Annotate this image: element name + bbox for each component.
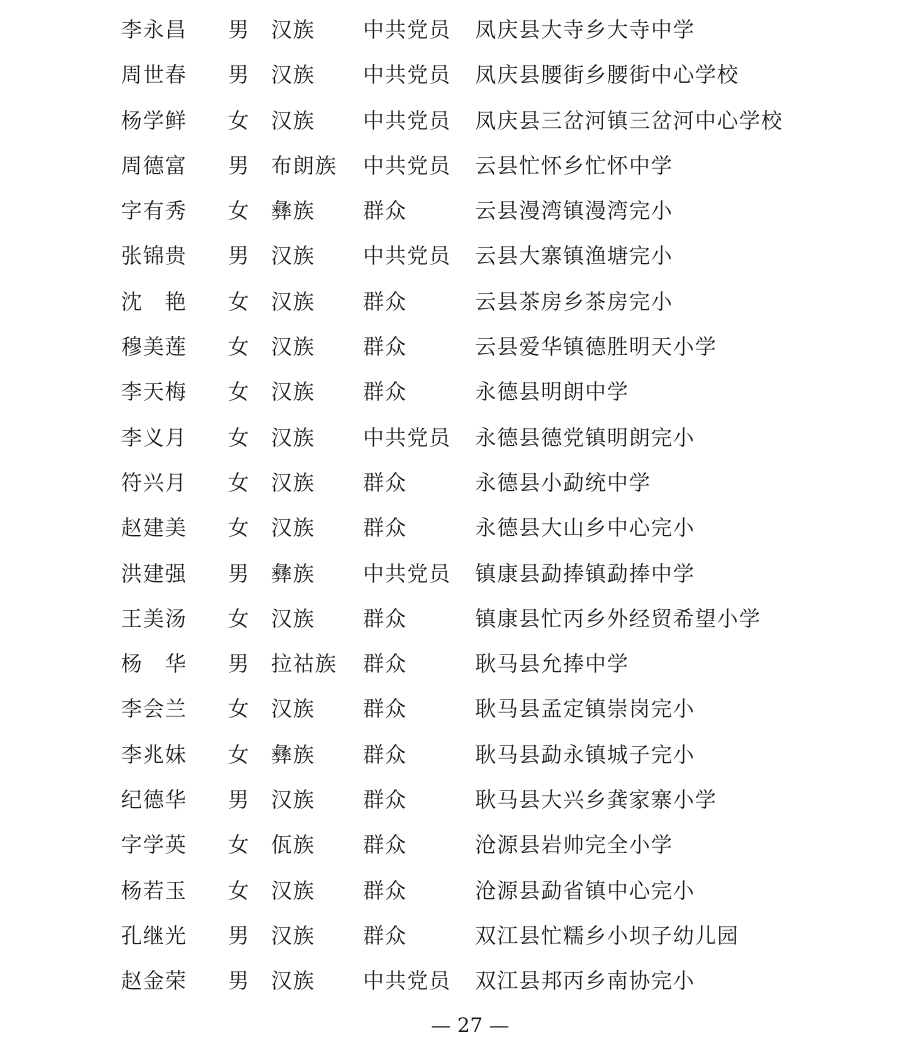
person-ethnicity: 彝族: [271, 561, 315, 586]
person-political-status: 群众: [363, 516, 407, 541]
person-gender: 男: [228, 788, 249, 813]
person-political-status: 中共党员: [363, 153, 451, 178]
person-gender: 男: [228, 244, 249, 269]
roster-row: [0, 914, 900, 959]
person-workplace: 永德县明朗中学: [475, 380, 629, 405]
person-workplace: 耿马县孟定镇崇岗完小: [475, 697, 695, 722]
person-gender: 女: [228, 878, 249, 903]
roster-row: [0, 234, 900, 279]
person-workplace: 云县漫湾镇漫湾完小: [475, 199, 673, 224]
person-workplace: 沧源县勐省镇中心完小: [475, 878, 695, 903]
person-workplace: 双江县忙糯乡小坝子幼儿园: [475, 923, 739, 948]
person-name: 李天梅: [121, 380, 187, 405]
person-workplace: 镇康县忙丙乡外经贸希望小学: [475, 606, 761, 631]
roster-row: [0, 189, 900, 234]
person-workplace: 凤庆县大寺乡大寺中学: [475, 18, 695, 42]
person-workplace: 耿马县允捧中学: [475, 652, 629, 677]
roster-row: [0, 597, 900, 642]
person-ethnicity: 汉族: [271, 244, 315, 269]
roster-row: [0, 687, 900, 732]
person-workplace: 凤庆县腰街乡腰街中心学校: [475, 63, 739, 88]
person-ethnicity: 彝族: [271, 742, 315, 767]
person-name: 周世春: [121, 63, 187, 88]
person-name: 李义月: [121, 425, 187, 450]
person-political-status: 中共党员: [363, 18, 451, 42]
roster-list: [0, 8, 900, 1005]
person-name: 字有秀: [121, 199, 187, 224]
person-name: 杨若玉: [121, 878, 187, 903]
person-gender: 男: [228, 923, 249, 948]
person-name: 杨学鲜: [121, 108, 187, 133]
person-gender: 女: [228, 425, 249, 450]
person-name: 杨 华: [121, 652, 187, 677]
person-workplace: 永德县德党镇明朗完小: [475, 425, 695, 450]
person-gender: 男: [228, 969, 249, 994]
person-ethnicity: 汉族: [271, 289, 315, 314]
person-gender: 男: [228, 561, 249, 586]
person-ethnicity: 汉族: [271, 969, 315, 994]
person-gender: 女: [228, 742, 249, 767]
person-gender: 男: [228, 18, 249, 42]
person-name: 王美汤: [121, 606, 187, 631]
roster-row: [0, 642, 900, 687]
person-name: 纪德华: [121, 788, 187, 813]
person-name: 穆美莲: [121, 335, 187, 360]
person-gender: 女: [228, 470, 249, 495]
person-name: 李永昌: [121, 18, 187, 42]
person-workplace: 镇康县勐捧镇勐捧中学: [475, 561, 695, 586]
person-political-status: 中共党员: [363, 425, 451, 450]
person-gender: 女: [228, 833, 249, 858]
person-workplace: 云县忙怀乡忙怀中学: [475, 153, 673, 178]
person-gender: 女: [228, 335, 249, 360]
roster-row: [0, 959, 900, 1004]
person-ethnicity: 彝族: [271, 199, 315, 224]
person-name: 李会兰: [121, 697, 187, 722]
roster-row: [0, 370, 900, 415]
roster-row: [0, 53, 900, 98]
person-gender: 女: [228, 289, 249, 314]
person-political-status: 群众: [363, 878, 407, 903]
person-gender: 男: [228, 63, 249, 88]
person-workplace: 双江县邦丙乡南协完小: [475, 969, 695, 994]
person-political-status: 群众: [363, 652, 407, 677]
person-gender: 女: [228, 199, 249, 224]
page-number: — 27 —: [430, 1013, 510, 1037]
roster-row: [0, 733, 900, 778]
person-political-status: 群众: [363, 289, 407, 314]
person-political-status: 群众: [363, 697, 407, 722]
roster-row: [0, 869, 900, 914]
person-workplace: 沧源县岩帅完全小学: [475, 833, 673, 858]
person-ethnicity: 布朗族: [271, 153, 337, 178]
person-ethnicity: 汉族: [271, 878, 315, 903]
person-name: 周德富: [121, 153, 187, 178]
person-gender: 女: [228, 380, 249, 405]
roster-row: [0, 823, 900, 868]
person-ethnicity: 汉族: [271, 923, 315, 948]
person-ethnicity: 汉族: [271, 18, 315, 42]
roster-row: [0, 144, 900, 189]
roster-row: [0, 506, 900, 551]
person-workplace: 凤庆县三岔河镇三岔河中心学校: [475, 108, 783, 133]
person-political-status: 中共党员: [363, 63, 451, 88]
roster-row: [0, 8, 900, 53]
person-political-status: 群众: [363, 923, 407, 948]
person-ethnicity: 拉祜族: [271, 652, 337, 677]
person-political-status: 群众: [363, 606, 407, 631]
person-name: 符兴月: [121, 470, 187, 495]
person-gender: 男: [228, 652, 249, 677]
person-political-status: 群众: [363, 380, 407, 405]
person-gender: 女: [228, 516, 249, 541]
person-political-status: 群众: [363, 199, 407, 224]
person-gender: 女: [228, 108, 249, 133]
person-workplace: 耿马县大兴乡龚家寨小学: [475, 788, 717, 813]
person-ethnicity: 汉族: [271, 788, 315, 813]
person-name: 赵建美: [121, 516, 187, 541]
person-ethnicity: 汉族: [271, 108, 315, 133]
person-gender: 女: [228, 697, 249, 722]
person-workplace: 永德县小勐统中学: [475, 470, 651, 495]
roster-row: [0, 778, 900, 823]
person-name: 张锦贵: [121, 244, 187, 269]
roster-row: [0, 280, 900, 325]
person-gender: 女: [228, 606, 249, 631]
person-political-status: 群众: [363, 335, 407, 360]
person-political-status: 中共党员: [363, 108, 451, 133]
person-political-status: 中共党员: [363, 561, 451, 586]
person-name: 赵金荣: [121, 969, 187, 994]
person-political-status: 群众: [363, 742, 407, 767]
person-political-status: 群众: [363, 788, 407, 813]
person-gender: 男: [228, 153, 249, 178]
person-workplace: 云县爱华镇德胜明天小学: [475, 335, 717, 360]
person-name: 洪建强: [121, 561, 187, 586]
person-workplace: 云县茶房乡茶房完小: [475, 289, 673, 314]
person-ethnicity: 汉族: [271, 516, 315, 541]
person-workplace: 耿马县勐永镇城子完小: [475, 742, 695, 767]
person-workplace: 云县大寨镇渔塘完小: [475, 244, 673, 269]
roster-row: [0, 552, 900, 597]
person-ethnicity: 汉族: [271, 380, 315, 405]
person-ethnicity: 汉族: [271, 63, 315, 88]
person-ethnicity: 汉族: [271, 335, 315, 360]
person-political-status: 中共党员: [363, 244, 451, 269]
person-ethnicity: 佤族: [271, 833, 315, 858]
person-name: 孔继光: [121, 923, 187, 948]
person-ethnicity: 汉族: [271, 425, 315, 450]
person-name: 沈 艳: [121, 289, 187, 314]
person-ethnicity: 汉族: [271, 606, 315, 631]
roster-row: [0, 461, 900, 506]
person-political-status: 群众: [363, 470, 407, 495]
roster-row: [0, 416, 900, 461]
person-name: 字学英: [121, 833, 187, 858]
person-workplace: 永德县大山乡中心完小: [475, 516, 695, 541]
person-political-status: 中共党员: [363, 969, 451, 994]
roster-row: [0, 99, 900, 144]
person-political-status: 群众: [363, 833, 407, 858]
person-ethnicity: 汉族: [271, 470, 315, 495]
person-ethnicity: 汉族: [271, 697, 315, 722]
roster-row: [0, 325, 900, 370]
person-name: 李兆妹: [121, 742, 187, 767]
